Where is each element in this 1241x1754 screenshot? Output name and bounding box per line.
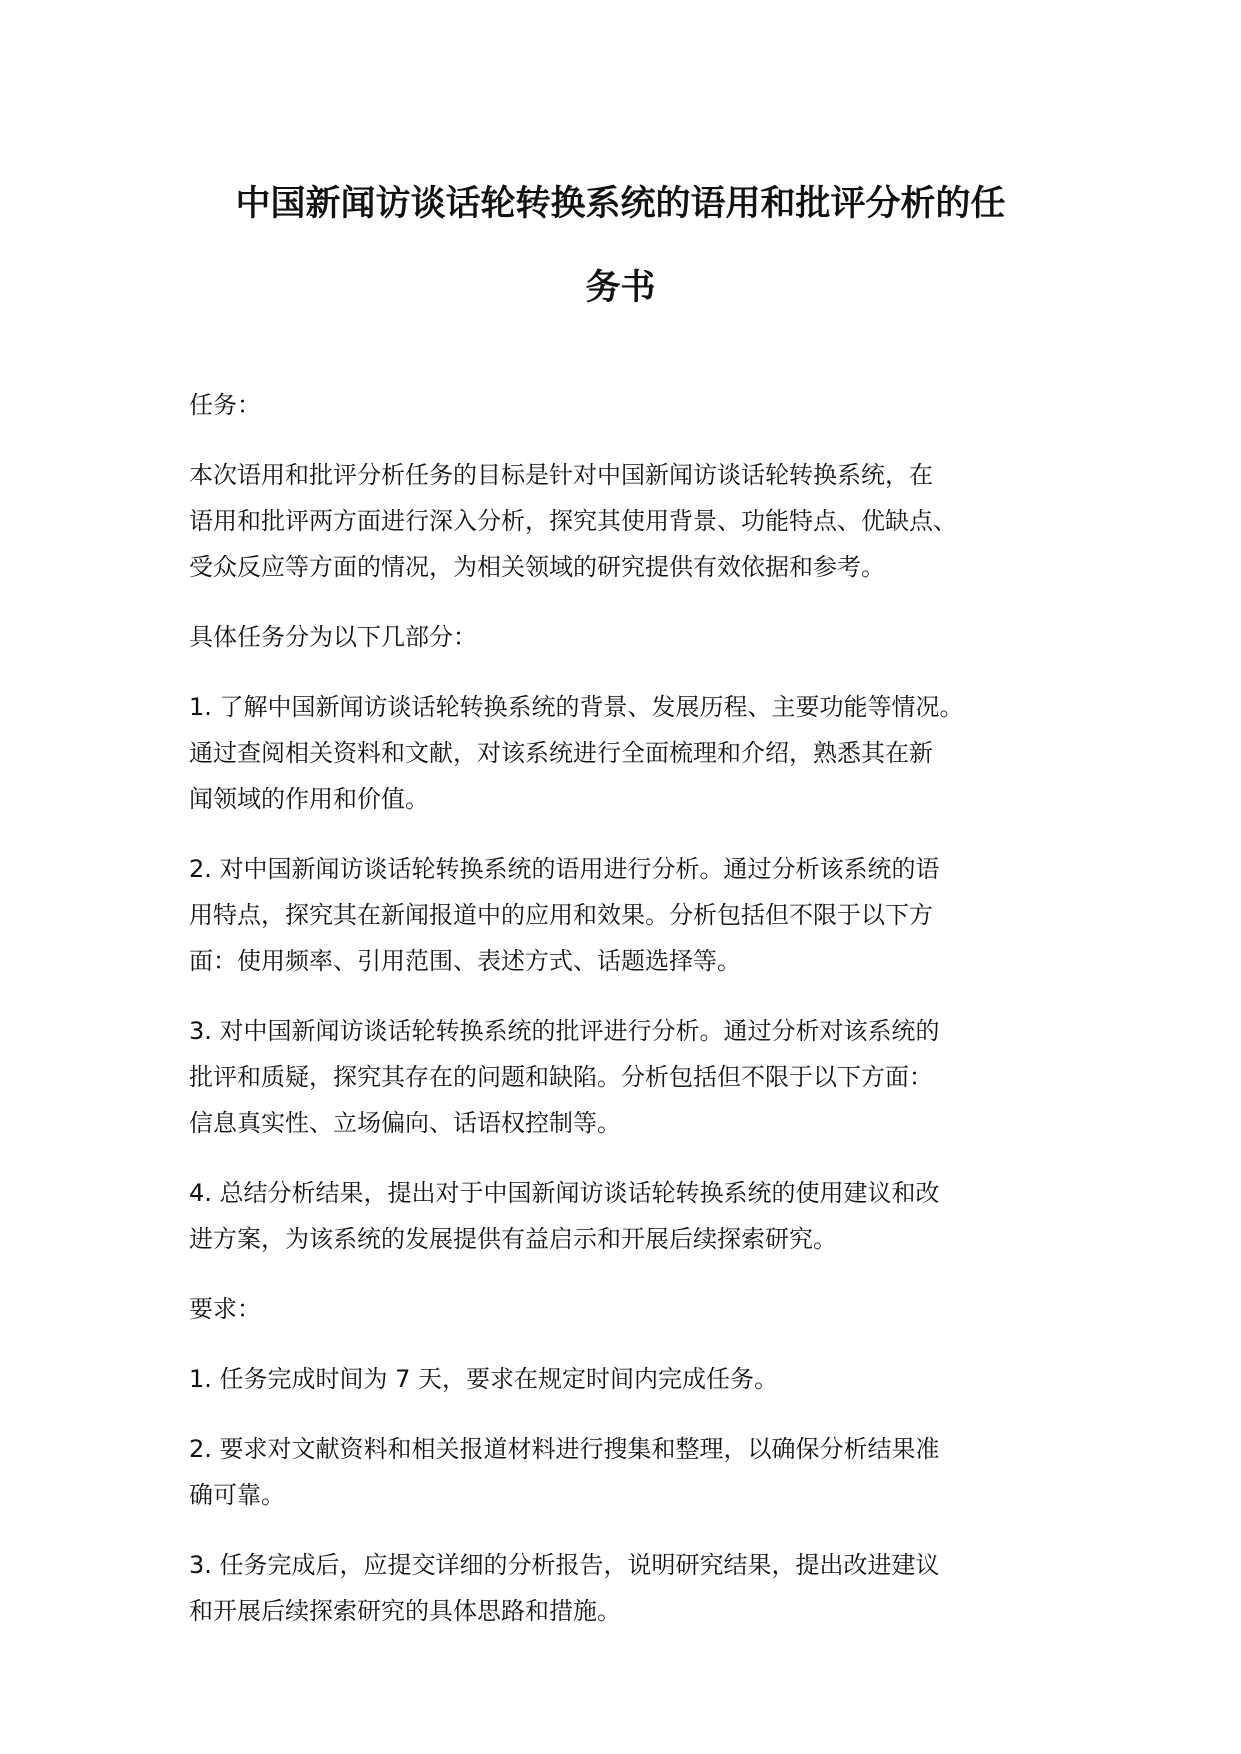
paragraph-line: 具体任务分为以下几部分： (189, 623, 477, 651)
paragraph-line: 本次语用和批评分析任务的目标是针对中国新闻访谈话轮转换系统，在 (189, 461, 933, 489)
paragraph-line: 和开展后续探索研究的具体思路和措施。 (189, 1597, 621, 1625)
paragraph-line: 3. 对中国新闻访谈话轮转换系统的批评进行分析。通过分析对该系统的 (189, 1017, 940, 1045)
paragraph-line: 语用和批评两方面进行深入分析，探究其使用背景、功能特点、优缺点、 (189, 507, 957, 535)
paragraph-line: 受众反应等方面的情况，为相关领域的研究提供有效依据和参考。 (189, 553, 885, 581)
paragraph-requirement-2 (189, 1426, 1059, 1518)
paragraph-task-goal (189, 452, 1059, 590)
paragraph-requirement-3 (189, 1542, 1059, 1634)
paragraph-line: 确可靠。 (189, 1481, 285, 1509)
paragraph-requirements-heading (189, 1286, 1059, 1332)
paragraph-line: 任务： (189, 391, 261, 419)
document-title-line-1: 中国新闻访谈话轮转换系统的语用和批评分析的任 (235, 184, 1006, 224)
paragraph-line: 2. 要求对文献资料和相关报道材料进行搜集和整理，以确保分析结果准 (189, 1435, 940, 1463)
paragraph-task-item-2 (189, 846, 1059, 984)
paragraph-line: 面：使用频率、引用范围、表述方式、话题选择等。 (189, 947, 741, 975)
paragraph-line: 4. 总结分析结果，提出对于中国新闻访谈话轮转换系统的使用建议和改 (189, 1179, 940, 1207)
paragraph-task-item-4 (189, 1170, 1059, 1262)
paragraph-line: 信息真实性、立场偏向、话语权控制等。 (189, 1109, 621, 1137)
paragraph-line: 通过查阅相关资料和文献，对该系统进行全面梳理和介绍，熟悉其在新 (189, 739, 933, 767)
paragraph-line: 批评和质疑，探究其存在的问题和缺陷。分析包括但不限于以下方面： (189, 1063, 933, 1091)
paragraph-line: 1. 了解中国新闻访谈话轮转换系统的背景、发展历程、主要功能等情况。 (189, 693, 964, 721)
paragraph-task-item-3 (189, 1008, 1059, 1146)
paragraph-line: 3. 任务完成后，应提交详细的分析报告，说明研究结果，提出改进建议 (189, 1551, 940, 1579)
document-title-line-2: 务书 (585, 268, 656, 308)
paragraph-task-heading (189, 382, 1059, 428)
paragraph-requirement-1 (189, 1356, 1059, 1402)
paragraph-line: 1. 任务完成时间为 7 天，要求在规定时间内完成任务。 (189, 1365, 779, 1393)
paragraph-task-parts-intro (189, 614, 1059, 660)
paragraph-task-item-1 (189, 684, 1059, 822)
paragraph-line: 进方案，为该系统的发展提供有益启示和开展后续探索研究。 (189, 1225, 837, 1253)
paragraph-line: 用特点，探究其在新闻报道中的应用和效果。分析包括但不限于以下方 (189, 901, 933, 929)
paragraph-line: 要求： (189, 1295, 261, 1323)
document-body (189, 382, 1059, 1658)
paragraph-line: 2. 对中国新闻访谈话轮转换系统的语用进行分析。通过分析该系统的语 (189, 855, 940, 883)
paragraph-line: 闻领域的作用和价值。 (189, 785, 429, 813)
